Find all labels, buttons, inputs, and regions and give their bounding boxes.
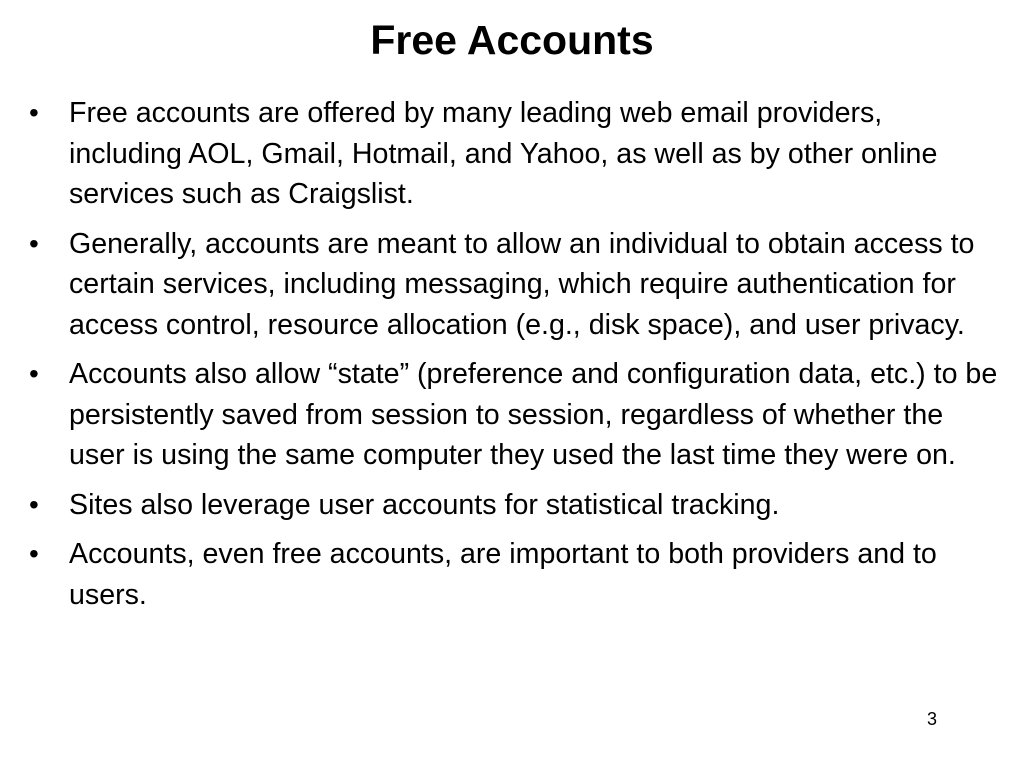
bullet-point-icon: • bbox=[29, 538, 39, 569]
bullet-text: Generally, accounts are meant to allow an individual to obtain access to certain services, including messaging, which require authentication for access control, resource allocation (e.g., disk space), and user privacy. bbox=[69, 227, 975, 341]
bullet-point-icon: • bbox=[29, 358, 39, 389]
bullet-item bbox=[26, 93, 1001, 215]
bullet-text: Accounts also allow “state” (preference and configuration data, etc.) to be persistently saved from session to session, regardless of whether the user is using the same computer they used the last time they were on. bbox=[69, 358, 998, 471]
slide-title: Free Accounts bbox=[370, 17, 654, 63]
bullet-point-icon: • bbox=[29, 488, 39, 520]
bullet-item bbox=[26, 534, 1001, 615]
bullet-point-icon: • bbox=[29, 227, 39, 259]
bullet-text: Sites also leverage user accounts for statistical tracking. bbox=[69, 488, 780, 521]
bullet-item bbox=[26, 354, 1001, 476]
bullet-text: Accounts, even free accounts, are important to both providers and to users. bbox=[69, 538, 937, 611]
bullet-text: Free accounts are offered by many leading web email providers, including AOL, Gmail, Hotmail, and Yahoo, as well as by other online services such as Craigslist. bbox=[69, 97, 938, 210]
bullet-item bbox=[26, 485, 1001, 526]
bullet-point-icon: • bbox=[29, 97, 39, 128]
page-number: 3 bbox=[926, 709, 937, 729]
bullet-list bbox=[26, 93, 1001, 624]
bullet-item bbox=[26, 224, 1001, 346]
